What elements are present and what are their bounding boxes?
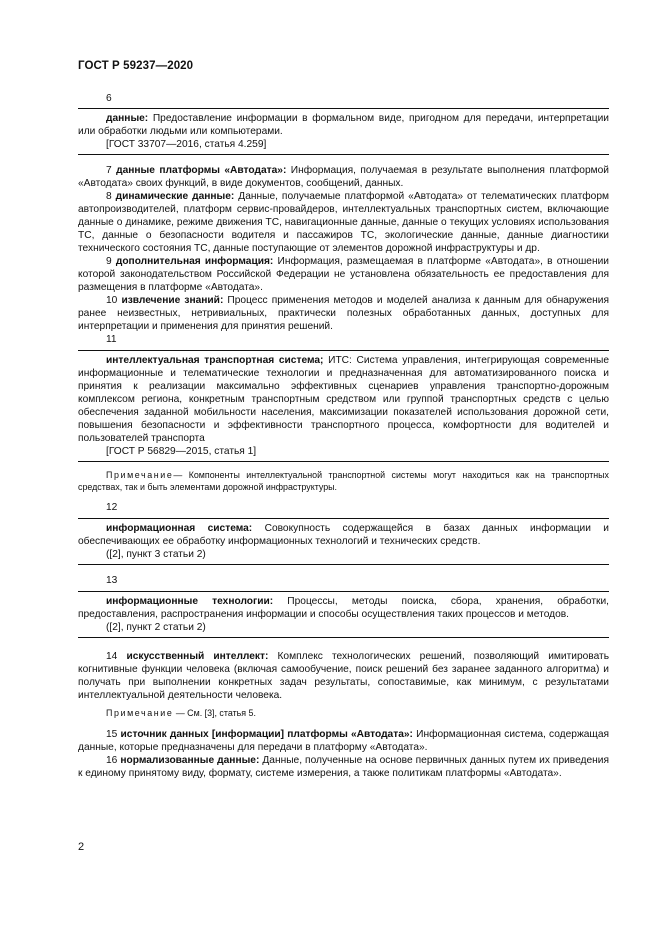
entry-number: 14 [106,651,118,662]
definition: Предоставление информации в формальном виде, пригодном для передачи, интерпретации или обработки людьми или компьютерами. [78,113,609,137]
definition: Информация, размещаемая в платформе «Автодата», в отношении которой законодательством Российской Федерации не установлена обязательность ее предоставления для размещения в платформе «Автодата». [78,256,609,293]
entry-number: 7 [106,165,112,176]
term: данные: [106,113,149,124]
entry-number: 12 [106,502,118,513]
definition: Информация, получаемая в результате выполнения платформой «Автодата» своих функций, в виде документов, сообщений, данных. [78,165,609,189]
boxed-entry-6 [78,108,609,155]
note-label: Примечание [106,708,174,718]
entry-number: 9 [106,256,112,267]
boxed-entry-12 [78,518,609,565]
entry-9 [78,255,609,294]
term: данные платформы «Автодата»: [116,165,287,176]
term: искусственный интеллект: [126,651,269,662]
note-11 [78,470,609,493]
reference: [ГОСТ Р 56829—2015, статья 1] [106,446,257,457]
entry-10 [78,294,609,333]
term: динамические данные: [115,191,235,202]
note-14 [78,708,609,720]
term: извлечение знаний: [121,295,224,306]
entry-8 [78,190,609,255]
reference: ([2], пункт 3 статьи 2) [106,549,206,560]
entry-15 [78,728,609,754]
entry-16 [78,754,609,780]
definition: Процесс применения методов и моделей анализа к данным для обнаружения ранее неизвестных, нетривиальных, практически полезных обработанных данных, доступных для интерпретации и применения для принятия решений. [78,295,609,332]
definition: Совокупность содержащейся в базах данных информации и обеспечивающих ее обработку информационных технологий и технических средств. [78,523,609,547]
entry-number: 11 [106,334,117,345]
definitions-list [78,92,609,780]
term: нормализованные данные: [120,754,260,766]
entry-14 [78,650,609,702]
entry-number: 13 [106,575,118,586]
reference: ([2], пункт 2 статьи 2) [106,622,206,633]
term: источник данных [информации] платформы «Автодата»: [120,728,413,740]
definition: Данные, полученные на основе первичных данных путем их приведения к единому принятому виду, формату, системе измерения, а также политикам платформы «Автодата». [78,754,609,779]
entry-number: 15 [106,728,118,740]
note-text: — См. [3], статья 5. [173,708,256,718]
definition: ИТС: Система управления, интегрирующая современные информационные и телематические технологии и предназначенная для автоматизированного поиска и принятия к реализации максимально эффективных сценариев управления транспортно-дорожным комплексом региона, конкретным транспортным средством или группой транспортных средств с целью обеспечения заданной мобильности населения, максимизации показателей использования дорожной сети, повышения безопасности и эффективности транспортного процесса, комфортности для водителей и пользователей транспорта [78,355,610,444]
entry-number: 6 [106,93,112,104]
term: информационная система: [106,523,253,534]
standard-header: ГОСТ Р 59237—2020 [78,60,194,72]
term: дополнительная информация: [115,256,274,267]
definition: Информационная система, содержащая данные, которые предназначены для передачи в платформу «Автодата». [78,728,609,753]
entry-7 [78,164,609,190]
entry-number: 16 [106,754,118,766]
term: интеллектуальная транспортная система; [106,355,324,366]
page-number: 2 [78,841,85,853]
definition: Процессы, методы поиска, сбора, хранения, обработки, предоставления, распространения информации и способы осуществления таких процессов и методов. [78,596,609,620]
definition: Данные, получаемые платформой «Автодата» от телематических платформ автопроизводителей, платформ сервис-провайдеров, интеллектуальных транспортных систем, включающие данные о динамике, режиме движения ТС, навигационные данные, данные о текущих условиях использования ТС, данные о безопасности водителя и пассажиров ТС, экологические данные, данные диагностики технического состояния ТС, данные поступающие от элементов дорожной инфраструктуры и др. [78,191,609,254]
note-text: — Компоненты интеллектуальной транспортной системы могут находиться как на транспортных средствах, так и быть элементами дорожной инфраструктуры. [78,470,609,492]
note-label: Примечание [106,470,174,480]
entry-number: 8 [106,191,112,202]
boxed-entry-13 [78,591,609,638]
reference: [ГОСТ 33707—2016, статья 4.259] [106,139,267,150]
boxed-entry-11 [78,350,609,462]
term: информационные технологии: [106,596,274,607]
definition: Комплекс технологических решений, позволяющий имитировать когнитивные функции человека (включая самообучение, поиск решений без заранее заданного алгоритма) и получать при выполнении конкретных задач результаты, сопоставимые, как минимум, с результатами интеллектуальной деятельности человека. [78,651,610,701]
entry-number: 10 [106,295,118,306]
